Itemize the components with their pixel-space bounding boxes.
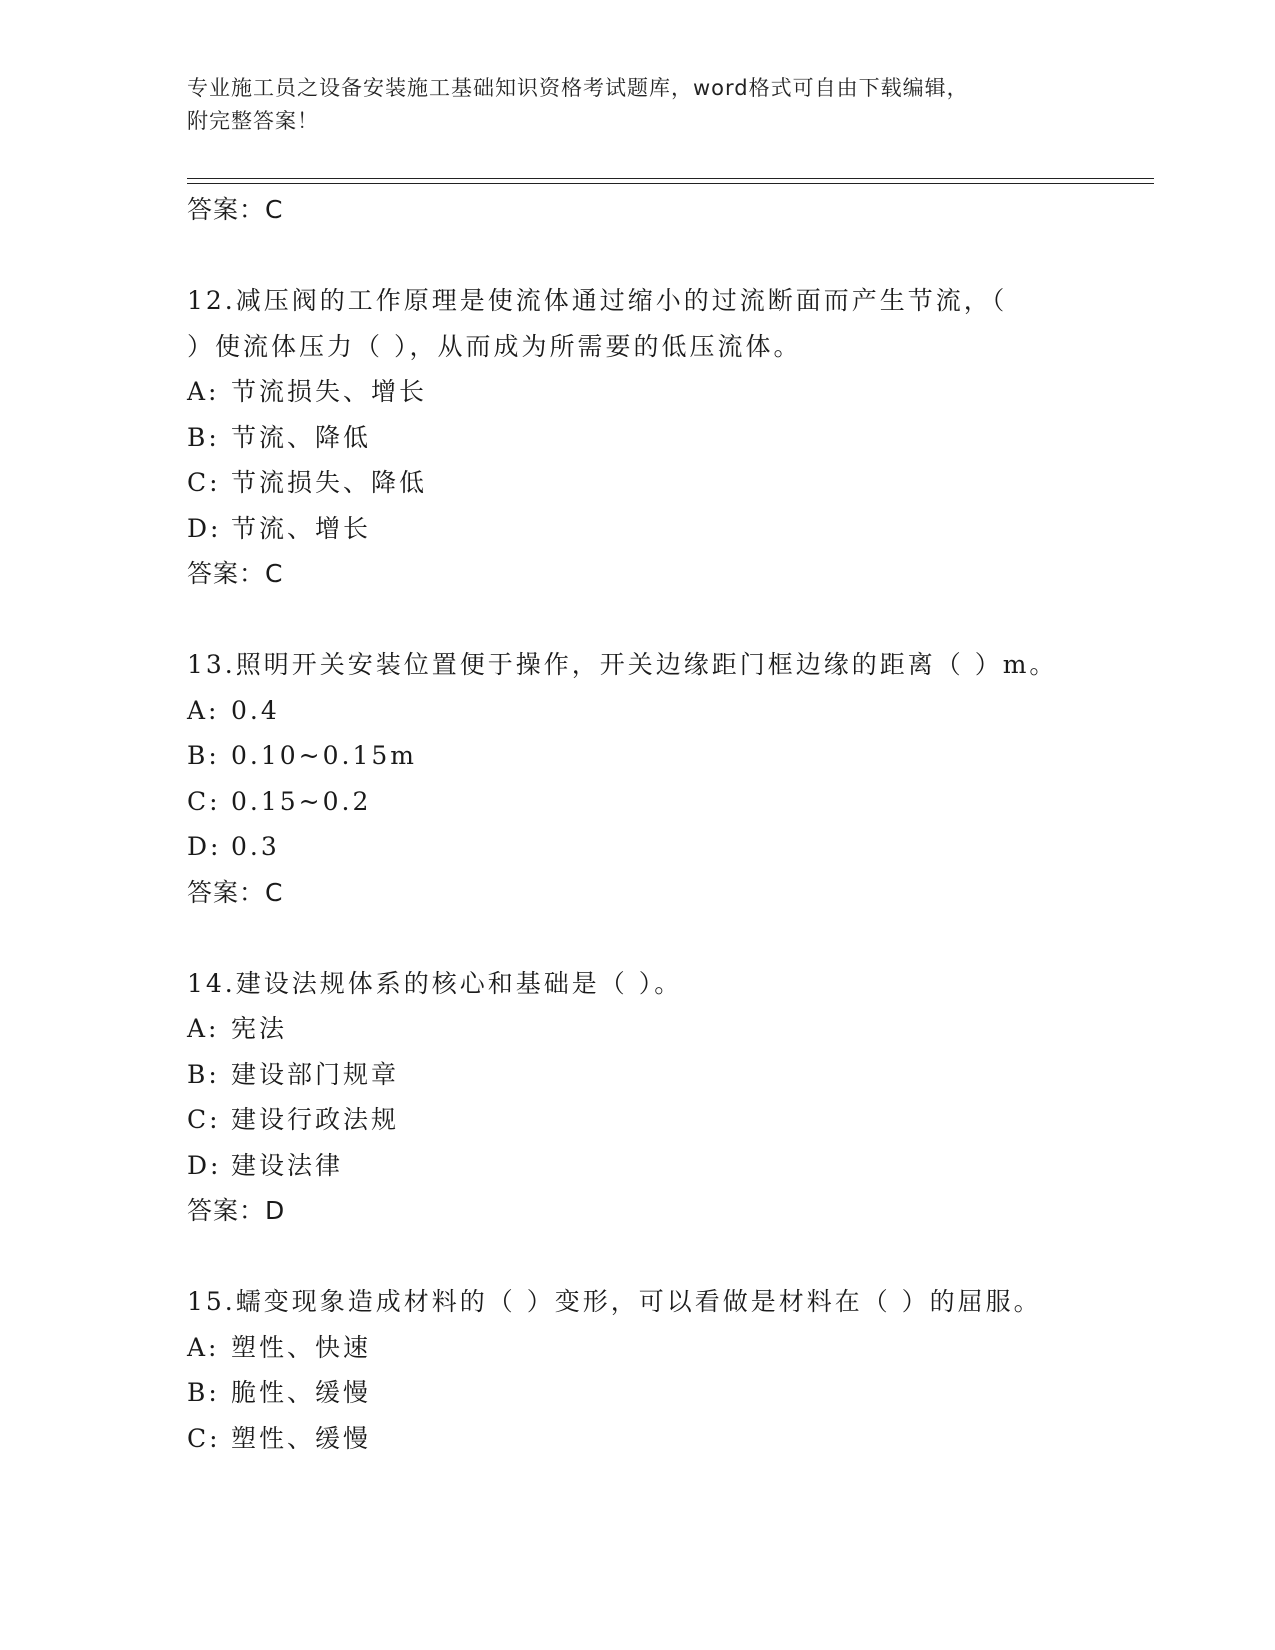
option-a [187,1006,1107,1052]
option-label: C: [187,1423,221,1453]
option-text: 脆性、缓慢 [231,1378,372,1407]
spacer [187,597,1107,643]
option-label: C: [187,786,221,816]
option-label: A: [187,1332,220,1362]
header-divider [187,178,1154,179]
option-label: B: [187,1059,220,1089]
option-label: B: [187,1378,220,1407]
option-a [187,369,1107,415]
question-list [187,187,1107,1461]
header-text-line-1: 专业施工员之设备安装施工基础知识资格考试题库，word格式可自由下载编辑， [187,76,969,100]
question-stem-line: 15.蠕变现象造成材料的（ ）变形，可以看做是材料在（ ）的屈服。 [187,1287,1042,1316]
option-label: C: [187,468,221,497]
option-text: 建设行政法规 [231,1105,400,1134]
option-label: A: [187,377,220,406]
question-stem-line: 14.建设法规体系的核心和基础是（ ）。 [187,968,683,998]
question-stem-line: 12.减压阀的工作原理是使流体通过缩小的过流断面而产生节流，（ [187,286,1008,315]
option-text: 塑性、缓慢 [231,1423,372,1453]
option-b [187,415,1107,461]
page-header [187,72,1107,138]
option-label: D: [187,832,222,861]
option-label: D: [187,513,222,543]
option-b [187,1370,1107,1416]
answer-line: 答案：C [187,195,284,224]
option-text: 塑性、快速 [231,1332,372,1362]
option-text: 0.4 [231,695,280,725]
header-divider-secondary [187,183,1154,184]
option-b [187,733,1107,779]
option-text: 0.15~0.2 [231,786,372,816]
option-label: C: [187,1105,221,1134]
question-14 [187,961,1107,1234]
option-text: 0.10~0.15m [231,741,417,770]
spacer [187,915,1107,961]
option-c [187,1416,1107,1462]
option-b [187,1052,1107,1098]
header-text-line-2: 附完整答案！ [187,109,319,133]
option-d [187,1143,1107,1189]
question-stem-line: ）使流体压力（ ），从而成为所需要的低压流体。 [187,331,802,361]
option-a [187,688,1107,734]
option-text: 节流损失、降低 [231,468,428,497]
option-label: B: [187,422,220,452]
option-text: 宪法 [231,1014,288,1043]
option-c [187,460,1107,506]
question-stem-line: 13.照明开关安装位置便于操作，开关边缘距门框边缘的距离（ ）m。 [187,650,1058,679]
option-text: 节流损失、增长 [231,377,428,406]
option-d [187,824,1107,870]
spacer [187,233,1107,279]
question-13 [187,642,1107,915]
answer-line: 答案：C [187,877,284,907]
option-label: A: [187,1014,220,1043]
option-text: 0.3 [231,832,280,861]
option-label: D: [187,1150,222,1180]
answer-line: 答案：D [187,1196,286,1225]
option-text: 节流、降低 [231,422,372,452]
option-c [187,1097,1107,1143]
option-label: B: [187,741,220,770]
question-15 [187,1279,1107,1461]
spacer [187,1234,1107,1280]
answer-line: 答案：C [187,559,284,588]
option-text: 建设法律 [231,1150,344,1180]
option-text: 节流、增长 [231,513,372,543]
option-label: A: [187,695,220,725]
option-d [187,506,1107,552]
option-text: 建设部门规章 [231,1059,400,1089]
question-12 [187,278,1107,597]
option-c [187,779,1107,825]
option-a [187,1325,1107,1371]
